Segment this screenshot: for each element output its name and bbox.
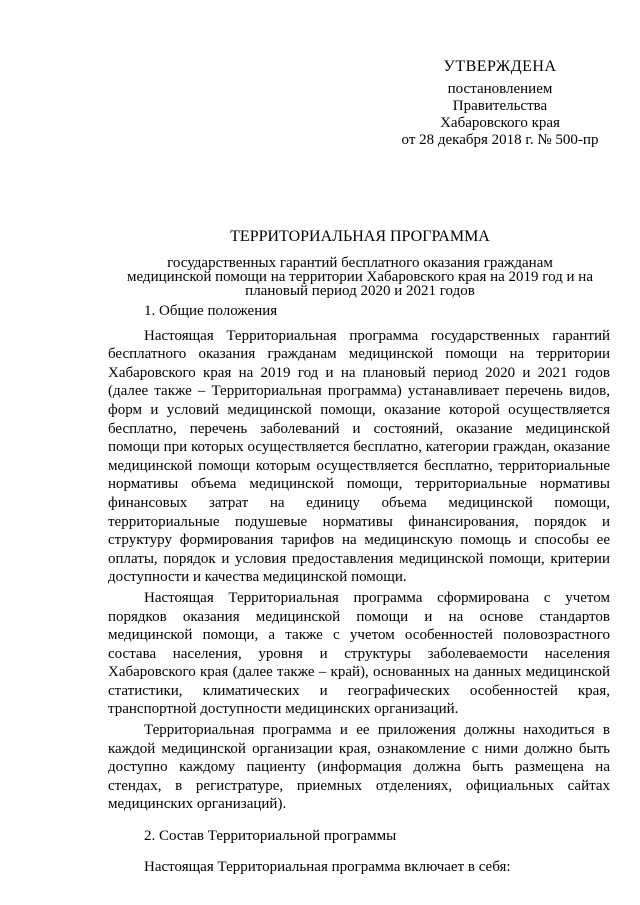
program-subtitle-line-3: плановый период 2020 и 2021 годов <box>245 283 475 299</box>
approval-date: от 28 декабря 2018 г. № 500-пр <box>401 132 599 148</box>
program-subtitle-line-1: государственных гарантий бесплатного оказания гражданам <box>167 255 553 271</box>
paragraph: Настоящая Территориальная программа государственных гарантий бесплатного оказания гражданам медицинской помощи на территории Хабаровского края на 2019 год и на плановый период 2020 и 2021 годов (далее также – Территориальная программа) устанавливает перечень видов, форм и условий медицинской помощи, оказание которой осуществляется бесплатно, перечень заболеваний и состояний, оказание медицинской помощи при которых осуществляется бесплатно, категории граждан, оказание медицинской помощи которым осуществляется бесплатно, территориальные нормативы объема медицинской помощи, территориальные нормативы финансовых затрат на единицу объема медицинской помощи, территориальные подушевые нормативы финансирования, порядок и структуру формирования тарифов на медицинскую помощь и способы ее оплаты, порядок и условия предоставления медицинской помощи, критерии доступности и качества медицинской помощи. <box>108 327 610 586</box>
document-body <box>108 302 610 876</box>
program-subtitle-line-2: медицинской помощи на территории Хабаровского края на 2019 год и на <box>126 269 593 285</box>
approval-heading: УТВЕРЖДЕНА <box>443 58 557 75</box>
section-heading-general: 1. Общие положения <box>144 303 278 319</box>
approval-stamp <box>385 58 615 149</box>
approval-line-3: Хабаровского края <box>440 115 560 131</box>
paragraph: Территориальная программа и ее приложения должны находиться в каждой медицинской организации края, ознакомление с ними должно быть доступно каждому пациенту (информация должна быть размещена на стендах, в регистратуре, приемных отделениях, официальных сайтах медицинских организаций). <box>108 722 610 813</box>
paragraph: Настоящая Территориальная программа сформирована с учетом порядков оказания медицинской помощи и на основе стандартов медицинской помощи, а также с учетом особенностей половозрастного состава населения, уровня и структуры заболеваемости населения Хабаровского края (далее также – край), основанных на данных медицинской статистики, климатических и географических особенностей края, транспортной доступности медицинских организаций. <box>108 589 610 718</box>
program-title: ТЕРРИТОРИАЛЬНАЯ ПРОГРАММА <box>230 228 490 245</box>
section-heading-composition: 2. Состав Территориальной программы <box>144 828 397 845</box>
paragraph: Настоящая Территориальная программа включает в себя: <box>144 858 511 875</box>
program-title-block <box>100 228 620 298</box>
approval-line-2: Правительства <box>452 98 548 114</box>
approval-line-1: постановлением <box>447 81 553 97</box>
